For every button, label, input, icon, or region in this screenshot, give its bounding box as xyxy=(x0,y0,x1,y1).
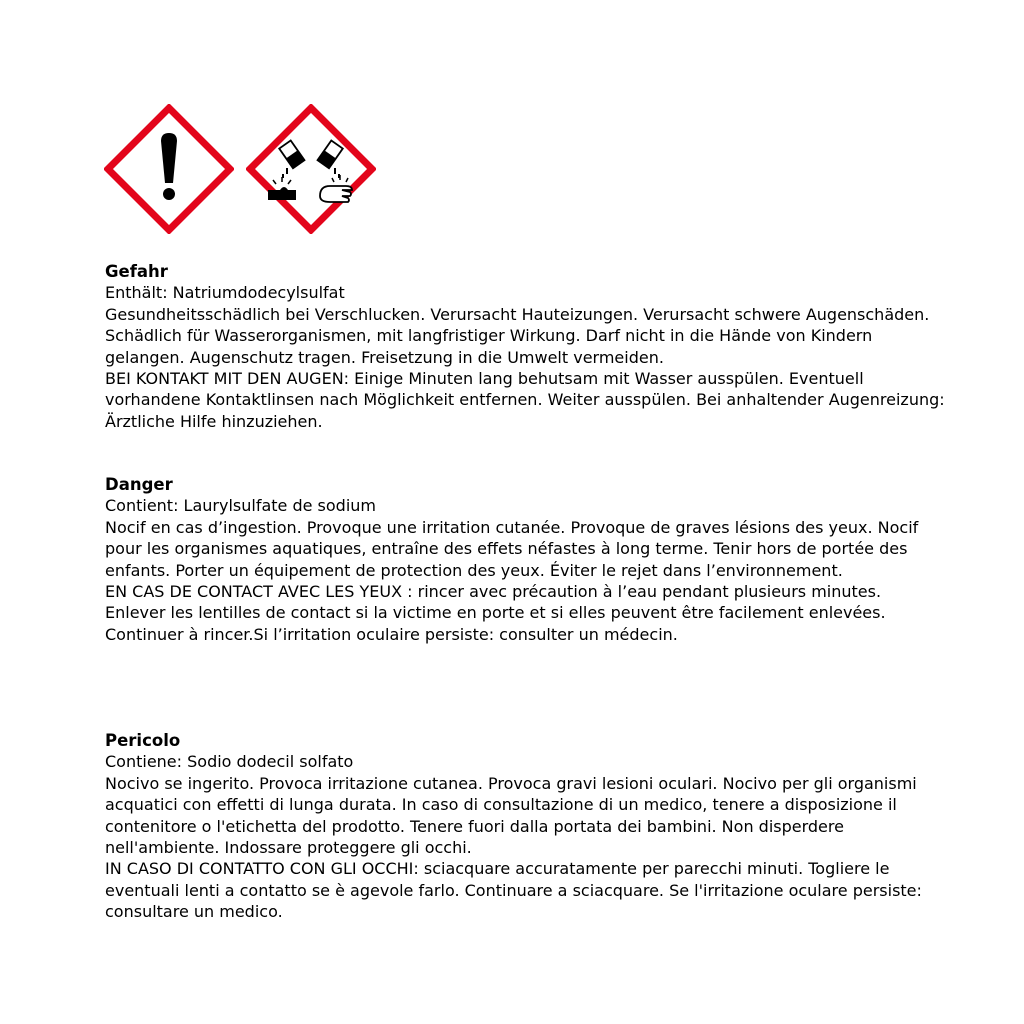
contains-line: Enthält: Natriumdodecylsulfat xyxy=(105,283,345,303)
first-aid-statements: BEI KONTAKT MIT DEN AUGEN: Einige Minuten lang behutsam mit Wasser ausspülen. Eventuell vorhandene Kontaktlinsen nach Möglichkeit entfernen. Weiter ausspülen. Bei anhaltender Augenreizung: Ärztliche Hilfe hinzuziehen. xyxy=(105,369,945,431)
first-aid-statements: IN CASO DI CONTATTO CON GLI OCCHI: sciacquare accuratamente per parecchi minuti. Togliere le eventuali lenti a contatto se è agevole farlo. Continuare a sciacquare. Se l'irritazione oculare persiste: consultare un medico. xyxy=(105,859,922,922)
signal-word: Pericolo xyxy=(105,731,181,750)
first-aid-statements: EN CAS DE CONTACT AVEC LES YEUX : rincer avec précaution à l’eau pendant plusieurs minutes. Enlever les lentilles de contact si la victime en porte et si elles peuvent être facilement enlevées. Continuer à rincer.Si l’irritation oculaire persiste: consulter un médecin. xyxy=(105,582,886,644)
hazard-pictograms xyxy=(104,104,379,234)
section-german xyxy=(105,261,945,432)
signal-word: Gefahr xyxy=(105,262,168,281)
section-italian xyxy=(105,730,945,923)
hazard-statements: Nocivo se ingerito. Provoca irritazione cutanea. Provoca gravi lesioni oculari. Nocivo per gli organismi acquatici con effetti di lunga durata. In caso di consultazione di un medico, tenere a disposizione il contenitore o l'etichetta del prodotto. Tenere fuori dalla portata dei bambini. Non disperdere nell'ambiente. Indossare proteggere gli occhi. xyxy=(105,773,917,858)
hazard-statements: Nocif en cas d’ingestion. Provoque une irritation cutanée. Provoque de graves lésions des yeux. Nocif pour les organismes aquatiques, entraîne des effets néfastes à long terme. Tenir hors de portée des enfants. Porter un équipement de protection des yeux. Éviter le rejet dans l’environnement. xyxy=(105,517,919,580)
contains-line: Contiene: Sodio dodecil solfato xyxy=(105,752,354,772)
signal-word: Danger xyxy=(105,475,173,494)
corrosion-icon xyxy=(246,104,376,234)
contains-line: Contient: Laurylsulfate de sodium xyxy=(105,496,377,516)
exclamation-mark-icon xyxy=(104,104,234,234)
hazard-statements: Gesundheitsschädlich bei Verschlucken. Verursacht Hauteizungen. Verursacht schwere Augenschäden. Schädlich für Wasserorganismen, mit langfristiger Wirkung. Darf nicht in die Hände von Kindern gelangen. Augenschutz tragen. Freisetzung in die Umwelt vermeiden. xyxy=(105,304,930,367)
section-french xyxy=(105,474,945,645)
